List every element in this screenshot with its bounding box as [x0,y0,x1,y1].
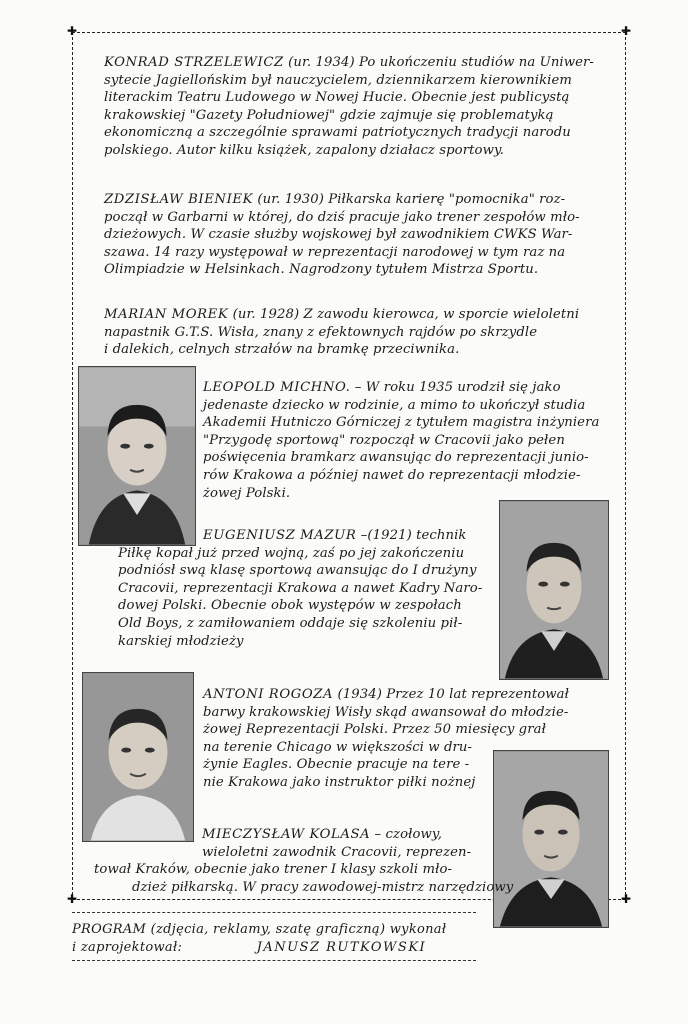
bio-zdzislaw-bieniek [104,191,580,279]
bio-line: Cracovii, reprezentacji Krakowa a nawet Kadry Naro- [118,580,483,596]
bio-line: (ur. 1930) Piłkarska karierę "pomocnika" roz- [257,192,566,207]
bio-marian-morek [104,306,579,359]
bio-eugeniusz-mazur [118,527,482,650]
bio-line: Old Boys, z zamiłowaniem oddaje się szkoleniu pił- [118,615,463,631]
bio-line: dzieżowych. W czasie służby wojskowej był zawodnikiem CWKS War- [104,227,573,243]
bio-line: i dalekich, celnych strzałów na bramkę przeciwnika. [104,342,460,358]
bio-line: –(1921) technik [360,528,467,543]
corner-ornament: ✚ [621,892,632,906]
bio-line: – W roku 1935 urodził się jako [354,380,561,395]
portrait-illustration [79,367,195,545]
bio-line: napastnik G.T.S. Wisła, znany z efektownych rajdów po skrzydle [104,324,538,340]
credits-label: i zaprojektował: [72,940,183,955]
bio-line: żowej Reprezentacji Polski. Przez 50 miesięcy grał [203,722,546,738]
bio-line: na terenie Chicago w większości w dru- [203,739,473,755]
bio-line: Olimpiadzie w Helsinkach. Nagrodzony tytułem Mistrza Sportu. [104,262,539,278]
bio-line: Akademii Hutniczo Górniczej z tytułem magistra inżyniera [203,415,600,431]
corner-ornament: ✚ [621,24,632,38]
bio-line: Piłkę kopał już przed wojną, zaś po jej zakończeniu [118,545,465,561]
corner-ornament: ✚ [67,892,78,906]
portrait-photo [499,500,609,680]
bio-name: LEOPOLD MICHNO. [203,380,351,395]
bio-line: (1934) Przez 10 lat reprezentował [337,687,570,702]
bio-line: polskiego. Autor kilku książek, zapalony działacz sportowy. [104,142,505,158]
bio-konrad-strzelewicz [104,54,594,160]
bio-line: żowej Polski. [203,485,291,501]
bio-line: sytecie Jagiellońskim był nauczycielem, dziennikarzem kierownikiem [104,72,572,88]
bio-line: (ur. 1934) Po ukończeniu studiów na Uniwer- [288,55,594,70]
bio-name: MIECZYSŁAW KOLASA [202,827,371,842]
bio-line: karskiej młodzieży [118,633,244,649]
portrait-photo [78,366,196,546]
bio-name: MARIAN MOREK [104,307,229,322]
divider [72,960,476,961]
bio-name: KONRAD STRZELEWICZ [104,55,284,70]
bio-mieczyslaw-kolasa [76,826,513,896]
bio-line: dzież piłkarską. W pracy zawodowej-mistrz narzędziowy [132,879,514,895]
bio-line: dowej Polski. Obecnie obok występów w zespołach [118,598,462,614]
bio-line: wieloletni zawodnik Cracovii, reprezen- [202,844,472,860]
credits-line-2 [72,940,426,955]
corner-ornament: ✚ [67,24,78,38]
bio-line: tował Kraków, obecnie jako trener I klasy szkoli mło- [94,862,453,878]
bio-line: literackim Teatru Ludowego w Nowej Hucie. Obecnie jest publicystą [104,90,570,106]
divider [72,912,476,913]
bio-line: ekonomiczną a szczególnie sprawami patriotycznych tradycji narodu [104,125,571,141]
bio-line: podniósł swą klasę sportową awansując do I drużyny [118,563,477,579]
bio-line: szawa. 14 razy występował w reprezentacji narodowej w tym raz na [104,244,566,260]
bio-leopold-michno [203,379,599,502]
portrait-illustration [83,673,193,841]
bio-name: ZDZISŁAW BIENIEK [104,192,254,207]
bio-line: barwy krakowskiej Wisły skąd awansował do młodzie- [203,704,569,720]
credits-line: PROGRAM (zdjęcia, reklamy, szatę graficzną) wykonał [72,922,447,937]
bio-line: (ur. 1928) Z zawodu kierowca, w sporcie wieloletni [232,307,580,322]
bio-line: rów Krakowa a później nawet do reprezentacji młodzie- [203,467,581,483]
bio-line: żynie Eagles. Obecnie pracuje na tere - [203,757,470,773]
bio-line: "Przygodę sportową" rozpoczął w Cracovii jako pełen [203,432,565,448]
bio-line: jedenaste dziecko w rodzinie, a mimo to ukończył studia [203,397,586,413]
bio-line: – czołowy, [374,827,442,842]
portrait-illustration [500,501,608,679]
portrait-photo [82,672,194,842]
bio-line: nie Krakowa jako instruktor piłki nożnej [203,774,476,790]
bio-line: począł w Garbarni w której, do dziś pracuje jako trener zespołów mło- [104,209,580,225]
designer-name: JANUSZ RUTKOWSKI [256,940,427,955]
bio-name: EUGENIUSZ MAZUR [203,528,357,543]
bio-line: poświęcenia bramkarz awansując do reprezentacji junio- [203,450,589,466]
bio-line: krakowskiej "Gazety Południowej" gdzie zajmuje się problematyką [104,107,554,123]
bio-name: ANTONI ROGOZA [203,687,334,702]
